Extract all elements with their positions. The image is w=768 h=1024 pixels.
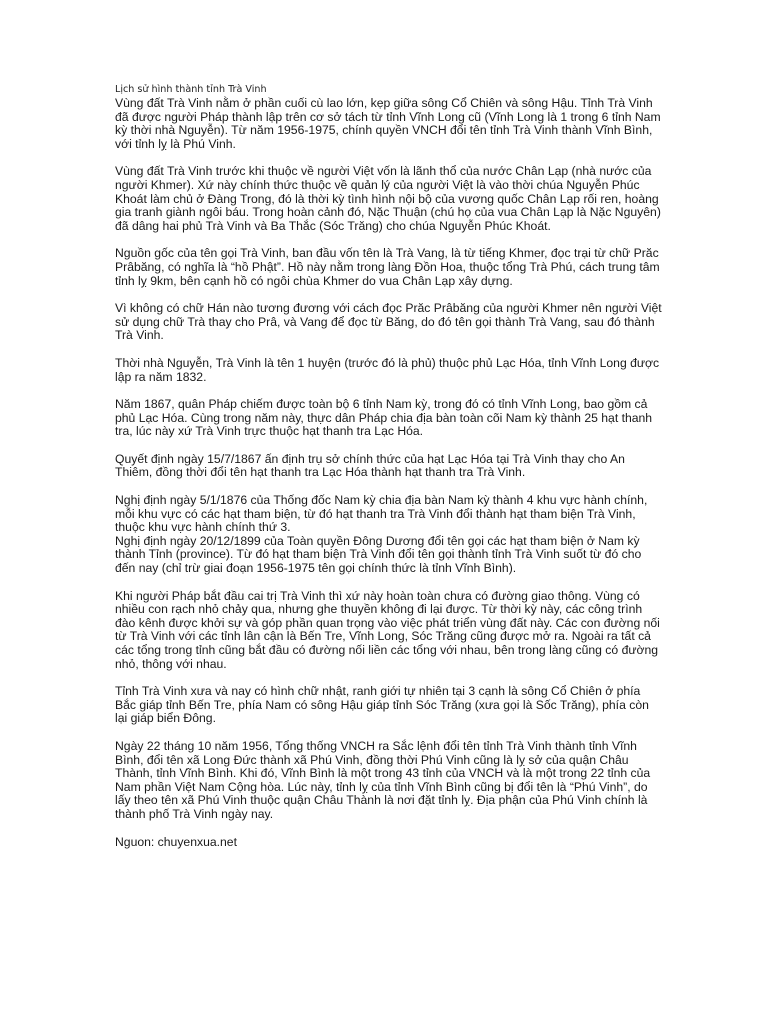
paragraph-name-origin: Nguồn gốc của tên gọi Trà Vinh, ban đầu vốn tên là Trà Vang, là từ tiếng Khmer, đọc trại từ chữ Prăc Prâbăng, có nghĩa là “hồ Phật”. Hồ này nằm trong làng Đồn Hoa, thuộc tổng Trà Phú, cách trung tâm tỉnh lỵ 9km, bên cạnh hồ có ngôi chùa Khmer do vua Chân Lạp xây dựng. — [115, 246, 660, 288]
paragraph-boundaries: Tỉnh Trà Vinh xưa và nay có hình chữ nhật, ranh giới tự nhiên tại 3 cạnh là sông Cổ Chiên ở phía Bắc giáp tỉnh Bến Tre, phía Nam có sông Hậu giáp tỉnh Sóc Trăng (xưa gọi là Sốc Trăng), phía còn lại giáp biển Đông. — [115, 684, 649, 726]
paragraph-decree-1876: Nghị định ngày 5/1/1876 của Thống đốc Nam kỳ chia địa bàn Nam kỳ thành 4 khu vực hành chính, mỗi khu vực có các hạt tham biện, từ đó hạt thanh tra Trà Vinh đổi thành hạt tham biện Trà Vinh, thuộc khu vực hành chính thứ 3. — [115, 493, 648, 535]
paragraph-french-1867: Năm 1867, quân Pháp chiếm được toàn bộ 6 tỉnh Nam kỳ, trong đó có tỉnh Vĩnh Long, bao gồm cả phủ Lạc Hóa. Cùng trong năm này, thực dân Pháp chia địa bàn toàn cõi Nam kỳ thành 25 hạt thanh tra, lúc này xứ Trà Vinh trực thuộc hạt thanh tra Lạc Hóa. — [115, 397, 653, 439]
paragraph-name-evolution: Vì không có chữ Hán nào tương đương với cách đọc Prăc Prâbăng của người Khmer nên người Việt sử dụng chữ Trà thay cho Prâ, và Vang để đọc từ Băng, do đó tên gọi thành Trà Vang, sau đó thành Trà Vinh. — [115, 301, 662, 343]
paragraph-geography: Vùng đất Trà Vinh nằm ở phần cuối cù lao lớn, kẹp giữa sông Cổ Chiên và sông Hậu. Tỉnh Trà Vinh đã được người Pháp thành lập trên cơ sở tách từ tỉnh Vĩnh Long cũ (Vĩnh Long là 1 trong 6 tỉnh Nam kỳ thời nhà Nguyễn). Từ năm 1956-1975, chính quyền VNCH đổi tên tỉnh Trà Vinh thành Vĩnh Bình, với tỉnh lỵ là Phú Vinh. — [115, 96, 661, 151]
paragraph-nguyen-dynasty: Thời nhà Nguyễn, Trà Vinh là tên 1 huyện (trước đó là phủ) thuộc phủ Lạc Hóa, tỉnh Vĩnh Long được lập ra năm 1832. — [115, 355, 660, 384]
document-page — [115, 84, 663, 849]
paragraph-decision-1867: Quyết định ngày 15/7/1867 ấn định trụ sở chính thức của hạt Lạc Hóa tại Trà Vinh thay cho An Thiêm, đồng thời đổi tên hạt thanh tra Lạc Hóa thành hạt thanh tra Trà Vinh. — [115, 451, 625, 480]
paragraph-chan-lap: Vùng đất Trà Vinh trước khi thuộc về người Việt vốn là lãnh thổ của nước Chân Lạp (nhà nước của người Khmer). Xứ này chính thức thuộc về quản lý của người Việt là vào thời chúa Nguyễn Phúc Khoát làm chủ ở Đàng Trong, đó là thời kỳ tình hình nội bộ của vương quốc Chân Lạp rối ren, hoàng gia tranh giành ngôi báu. Trong hoàn cảnh đó, Nặc Thuận (chú họ của vua Chân Lạp là Nặc Nguyên) đã dâng hai phủ Trà Vinh và Ba Thắc (Sóc Trăng) cho chúa Nguyễn Phúc Khoát. — [115, 164, 661, 233]
document-title: Lịch sử hình thành tỉnh Trà Vinh — [115, 84, 267, 95]
paragraph-decree-1899: Nghị định ngày 20/12/1899 của Toàn quyền Đông Dương đổi tên gọi các hạt tham biện ở Nam kỳ thành Tỉnh (province). Từ đó hạt tham biện Trà Vinh đổi tên gọi thành tỉnh Trà Vinh suốt từ đó cho đến nay (chỉ trừ giai đoạn 1956-1975 tên gọi chính thức là tỉnh Vĩnh Bình). — [115, 533, 642, 576]
source-line: Nguon: chuyenxua.net — [115, 834, 237, 849]
paragraph-transport: Khi người Pháp bắt đầu cai trị Trà Vinh thì xứ này hoàn toàn chưa có đường giao thông. Vùng có nhiều con rạch nhỏ chảy qua, nhưng ghe thuyền không đi lại được. Từ thời kỳ này, các công trình đào kênh được khởi sự và góp phần quan trọng vào việc phát triển vùng đất này. Các con đường nối từ Trà Vinh với các tỉnh lân cận là Bến Tre, Vĩnh Long, Sóc Trăng cũng được mở ra. Ngoài ra tất cả các tổng trong tỉnh cũng bắt đầu có đường nối liền các tổng với nhau, bên trong làng cũng có đường nhỏ, thông với nhau. — [115, 588, 660, 671]
paragraph-1956-rename: Ngày 22 tháng 10 năm 1956, Tổng thống VNCH ra Sắc lệnh đổi tên tỉnh Trà Vinh thành tỉnh Vĩnh Bình, đổi tên xã Long Đức thành xã Phú Vinh, đồng thời Phú Vinh cũng là lỵ sở của quận Châu Thành, tỉnh Vĩnh Bình. Khi đó, Vĩnh Bình là một trong 43 tỉnh của VNCH và là một trong 22 tỉnh của Nam phần Việt Nam Cộng hòa. Lúc này, tỉnh lỵ của tỉnh Vĩnh Bình cũng bị đổi tên là “Phú Vinh”, do lấy theo tên xã Phú Vinh thuộc quận Châu Thành là nơi đặt tỉnh lỵ. Địa phận của Phú Vinh chính là thành phố Trà Vinh ngày nay. — [115, 738, 651, 821]
